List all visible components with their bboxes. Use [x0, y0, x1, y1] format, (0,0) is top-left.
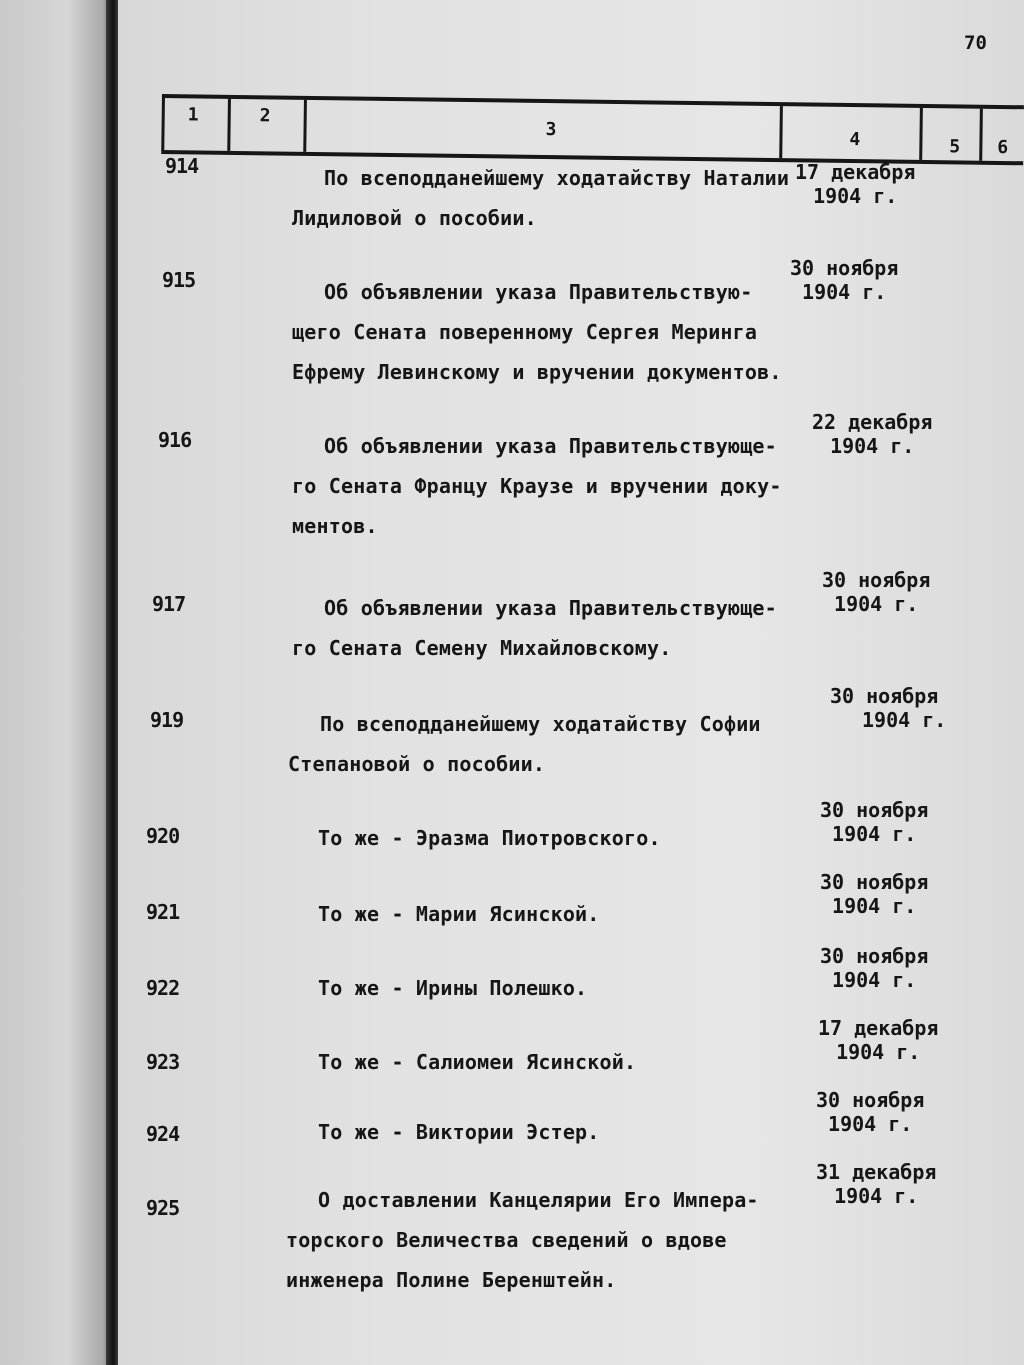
header-col-6: 6: [997, 136, 1009, 159]
entry-number: 925: [146, 1196, 180, 1220]
entry-title: То же - Ирины Полешко.: [318, 976, 588, 1000]
entry-date: 30 ноября 1904 г.: [790, 256, 899, 304]
entry-number: 923: [146, 1050, 180, 1074]
header-col-5: 5: [949, 136, 961, 158]
entry-title: О доставлении Канцелярии Его Импера- торского Величества сведений о вдове инженера Полине Беренштейн.: [286, 1188, 759, 1292]
entry-date: 17 декабря 1904 г.: [818, 1016, 939, 1064]
entry-date: 22 декабря 1904 г.: [812, 410, 933, 458]
entry-title: То же - Марии Ясинской.: [318, 902, 600, 926]
entry-date: 31 декабря 1904 г.: [816, 1160, 937, 1208]
entry-title: То же - Виктории Эстер.: [318, 1120, 600, 1144]
entry-date: 30 ноября 1904 г.: [820, 798, 929, 846]
entry-date: 30 ноября 1904 г.: [822, 568, 931, 616]
entry-title: То же - Эразма Пиотровского.: [318, 826, 661, 850]
entry-number: 916: [158, 428, 192, 452]
entry-title: Об объявлении указа Правительствующе- го Сената Семену Михайловскому.: [292, 596, 777, 660]
entry-number: 917: [152, 592, 186, 616]
entry-number: 920: [146, 824, 180, 848]
header-col-divider: [227, 99, 231, 151]
entry-date: 17 декабря 1904 г.: [795, 160, 916, 208]
entry-title: Об объявлении указа Правительствую- щего Сената поверенному Сергея Меринга Ефрему Левинскому и вручении документов.: [292, 280, 782, 384]
table-header: [161, 94, 1024, 165]
header-col-1: 1: [187, 104, 199, 126]
header-col-2: 2: [259, 105, 271, 127]
entry-date: 30 ноября 1904 г.: [820, 944, 929, 992]
entry-number: 921: [146, 900, 180, 924]
entry-number: 922: [146, 976, 180, 1000]
header-col-divider: [919, 108, 923, 160]
page-number: 70: [964, 32, 987, 54]
entry-title: То же - Салиомеи Ясинской.: [318, 1050, 637, 1074]
entry-number: 924: [146, 1122, 180, 1146]
entry-number: 919: [150, 708, 184, 732]
header-col-divider: [161, 98, 165, 150]
entry-date: 30 ноября 1904 г.: [816, 1088, 925, 1136]
header-col-3: 3: [545, 119, 557, 141]
entry-title: Об объявлении указа Правительствующе- го Сената Францу Краузе и вручении доку- ментов.: [292, 434, 782, 538]
header-col-divider: [979, 109, 983, 161]
entry-title: По всеподданейшему ходатайству Софии Степановой о пособии.: [288, 712, 761, 776]
header-col-4: 4: [849, 129, 861, 151]
entry-number: 914: [165, 154, 199, 178]
header-col-divider: [779, 106, 783, 158]
entry-title: По всеподданейшему ходатайству Наталии Лидиловой о пособии.: [292, 166, 790, 230]
entry-date: 30 ноября 1904 г.: [820, 870, 929, 918]
facing-page-edge: [0, 0, 112, 1365]
entry-number: 915: [162, 268, 196, 292]
entry-date: 30 ноября 1904 г.: [829, 684, 947, 732]
header-col-divider: [303, 100, 307, 152]
